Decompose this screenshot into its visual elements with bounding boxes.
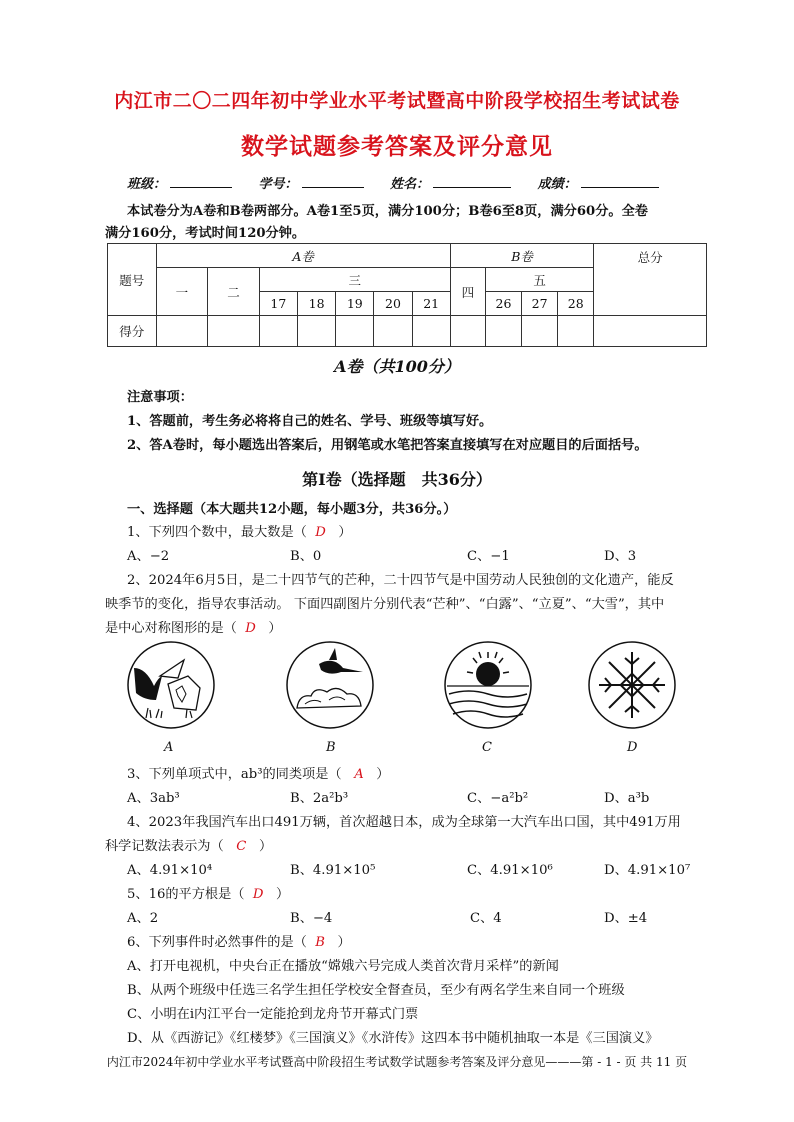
q1-option-c: C、−1 — [467, 549, 510, 564]
q26-header: 26 — [485, 292, 521, 316]
q3-answer: A — [354, 767, 364, 782]
q2-line-3: 是中心对称图形的是（ D ） — [105, 621, 282, 636]
page-footer: 内江市2024年初中学业水平考试暨高中阶段招生考试数学试题参考答案及评分意见———第 - 1 - 页 共 11 页 — [106, 1055, 688, 1069]
q4-answer: C — [236, 839, 247, 854]
score-cell[interactable] — [558, 316, 594, 347]
section-wu-header: 五 — [485, 268, 593, 292]
bailu-figure — [285, 638, 375, 732]
q3-stem: 3、下列单项式中，ab³的同类项是（ A ） — [127, 767, 390, 782]
score-cell[interactable] — [450, 316, 485, 347]
score-blank[interactable] — [581, 175, 659, 188]
student-info-line — [127, 173, 681, 192]
name-label: 姓名： — [390, 177, 430, 192]
daxue-figure — [587, 638, 677, 732]
q2-answer: D — [245, 621, 256, 636]
q18-header: 18 — [297, 292, 335, 316]
q5-answer: D — [252, 887, 264, 902]
q5-option-b: B、−4 — [290, 911, 333, 926]
score-table — [107, 243, 707, 347]
q6-option-d: D、从《西游记》《红楼梦》《三国演义》《水浒传》这四本书中随机抽取一本是《三国演义》 — [127, 1031, 659, 1046]
q3-option-d: D、a³b — [604, 791, 650, 806]
tihao-cell: 题号 — [108, 244, 157, 316]
student-id-blank[interactable] — [302, 175, 364, 188]
section-san-header: 三 — [259, 268, 450, 292]
score-cell[interactable] — [297, 316, 335, 347]
q1-option-b: B、0 — [290, 549, 322, 564]
score-cell[interactable] — [412, 316, 450, 347]
q19-header: 19 — [336, 292, 374, 316]
q3-option-a: A、3ab³ — [127, 791, 180, 806]
section-si-header: 四 — [450, 268, 485, 316]
score-cell[interactable] — [259, 316, 297, 347]
q2-line-1: 2、2024年6月5日，是二十四节气的芒种，二十四节气是中国劳动人民独创的文化遗产，能反 — [127, 573, 674, 588]
q5-option-c: C、4 — [470, 911, 502, 926]
q1-stem: 1、下列四个数中，最大数是（ D ） — [127, 525, 352, 540]
q6-option-c: C、小明在i内江平台一定能抢到龙舟节开幕式门票 — [127, 1007, 419, 1022]
b-juan-header: B卷 — [450, 244, 594, 268]
name-blank[interactable] — [433, 175, 511, 188]
q2-label-b: B — [326, 740, 336, 755]
q2-line-2: 映季节的变化，指导农事活动。 下面四副图片分别代表“芒种”、“白露”、“立夏”、“大雪”，其中 — [105, 597, 665, 612]
q5-option-d: D、±4 — [604, 911, 648, 926]
q1-option-d: D、3 — [604, 549, 637, 564]
q2-label-c: C — [482, 740, 492, 755]
q1-option-a: A、−2 — [127, 549, 170, 564]
a-juan-header: A卷 — [156, 244, 450, 268]
q2-label-a: A — [164, 740, 174, 755]
score-cell[interactable] — [208, 316, 260, 347]
mangzhong-figure — [126, 638, 216, 732]
answer-key-title: 数学试题参考答案及评分意见 — [241, 133, 553, 160]
q5-stem: 5、16的平方根是（ D ） — [127, 887, 290, 902]
total-header: 总分 — [594, 244, 707, 316]
part1-title: 第Ⅰ卷（选择题 共36分） — [302, 470, 492, 489]
q3-option-b: B、2a²b³ — [290, 791, 349, 806]
class-blank[interactable] — [170, 175, 232, 188]
defen-cell: 得分 — [108, 316, 157, 347]
a-juan-title: A卷（共100分） — [334, 357, 460, 376]
lixia-figure — [443, 638, 533, 732]
q6-stem: 6、下列事件时必然事件的是（ B ） — [127, 935, 351, 950]
exam-title: 内江市二〇二四年初中学业水平考试暨高中阶段学校招生考试试卷 — [114, 90, 680, 112]
student-id-label: 学号： — [258, 177, 298, 192]
q17-header: 17 — [259, 292, 297, 316]
score-cell[interactable] — [594, 316, 707, 347]
notice-item-2: 2、答A卷时，每小题选出答案后，用钢笔或水笔把答案直接填写在对应题目的后面括号。 — [127, 438, 648, 453]
section-er-header: 二 — [208, 268, 260, 316]
q5-option-a: A、2 — [127, 911, 159, 926]
q4-option-c: C、4.91×10⁶ — [467, 863, 553, 878]
q21-header: 21 — [412, 292, 450, 316]
q4-option-a: A、4.91×10⁴ — [127, 863, 213, 878]
notice-title: 注意事项： — [127, 390, 193, 405]
score-cell[interactable] — [485, 316, 521, 347]
q27-header: 27 — [522, 292, 558, 316]
intro-line-2: 满分160分，考试时间120分钟。 — [105, 226, 306, 241]
intro-line-1: 本试卷分为A卷和B卷两部分。A卷1至5页，满分100分；B卷6至8页，满分60分。全卷 — [127, 204, 648, 219]
section-yi-header: 一 — [156, 268, 208, 316]
section1-heading: 一、选择题（本大题共12小题，每小题3分，共36分。） — [127, 502, 457, 517]
q6-option-a: A、打开电视机，中央台正在播放“嫦娥六号完成人类首次背月采样”的新闻 — [127, 959, 559, 974]
q28-header: 28 — [558, 292, 594, 316]
q6-answer: B — [315, 935, 325, 950]
q6-option-b: B、从两个班级中任选三名学生担任学校安全督查员，至少有两名学生来自同一个班级 — [127, 983, 625, 998]
score-cell[interactable] — [336, 316, 374, 347]
score-label: 成绩： — [537, 177, 577, 192]
q4-option-b: B、4.91×10⁵ — [290, 863, 376, 878]
class-label: 班级： — [127, 177, 167, 192]
score-cell[interactable] — [374, 316, 412, 347]
q3-option-c: C、−a²b² — [467, 791, 529, 806]
q20-header: 20 — [374, 292, 412, 316]
q1-answer: D — [315, 525, 326, 540]
score-cell[interactable] — [522, 316, 558, 347]
q2-label-d: D — [627, 740, 638, 755]
q4-line-1: 4、2023年我国汽车出口491万辆，首次超越日本，成为全球第一大汽车出口国，其中491万用 — [127, 815, 681, 830]
q4-option-d: D、4.91×10⁷ — [604, 863, 691, 878]
q4-line-2: 科学记数法表示为（ C ） — [105, 839, 273, 854]
notice-item-1: 1、答题前，考生务必将将自己的姓名、学号、班级等填写好。 — [127, 414, 493, 429]
score-cell[interactable] — [156, 316, 208, 347]
